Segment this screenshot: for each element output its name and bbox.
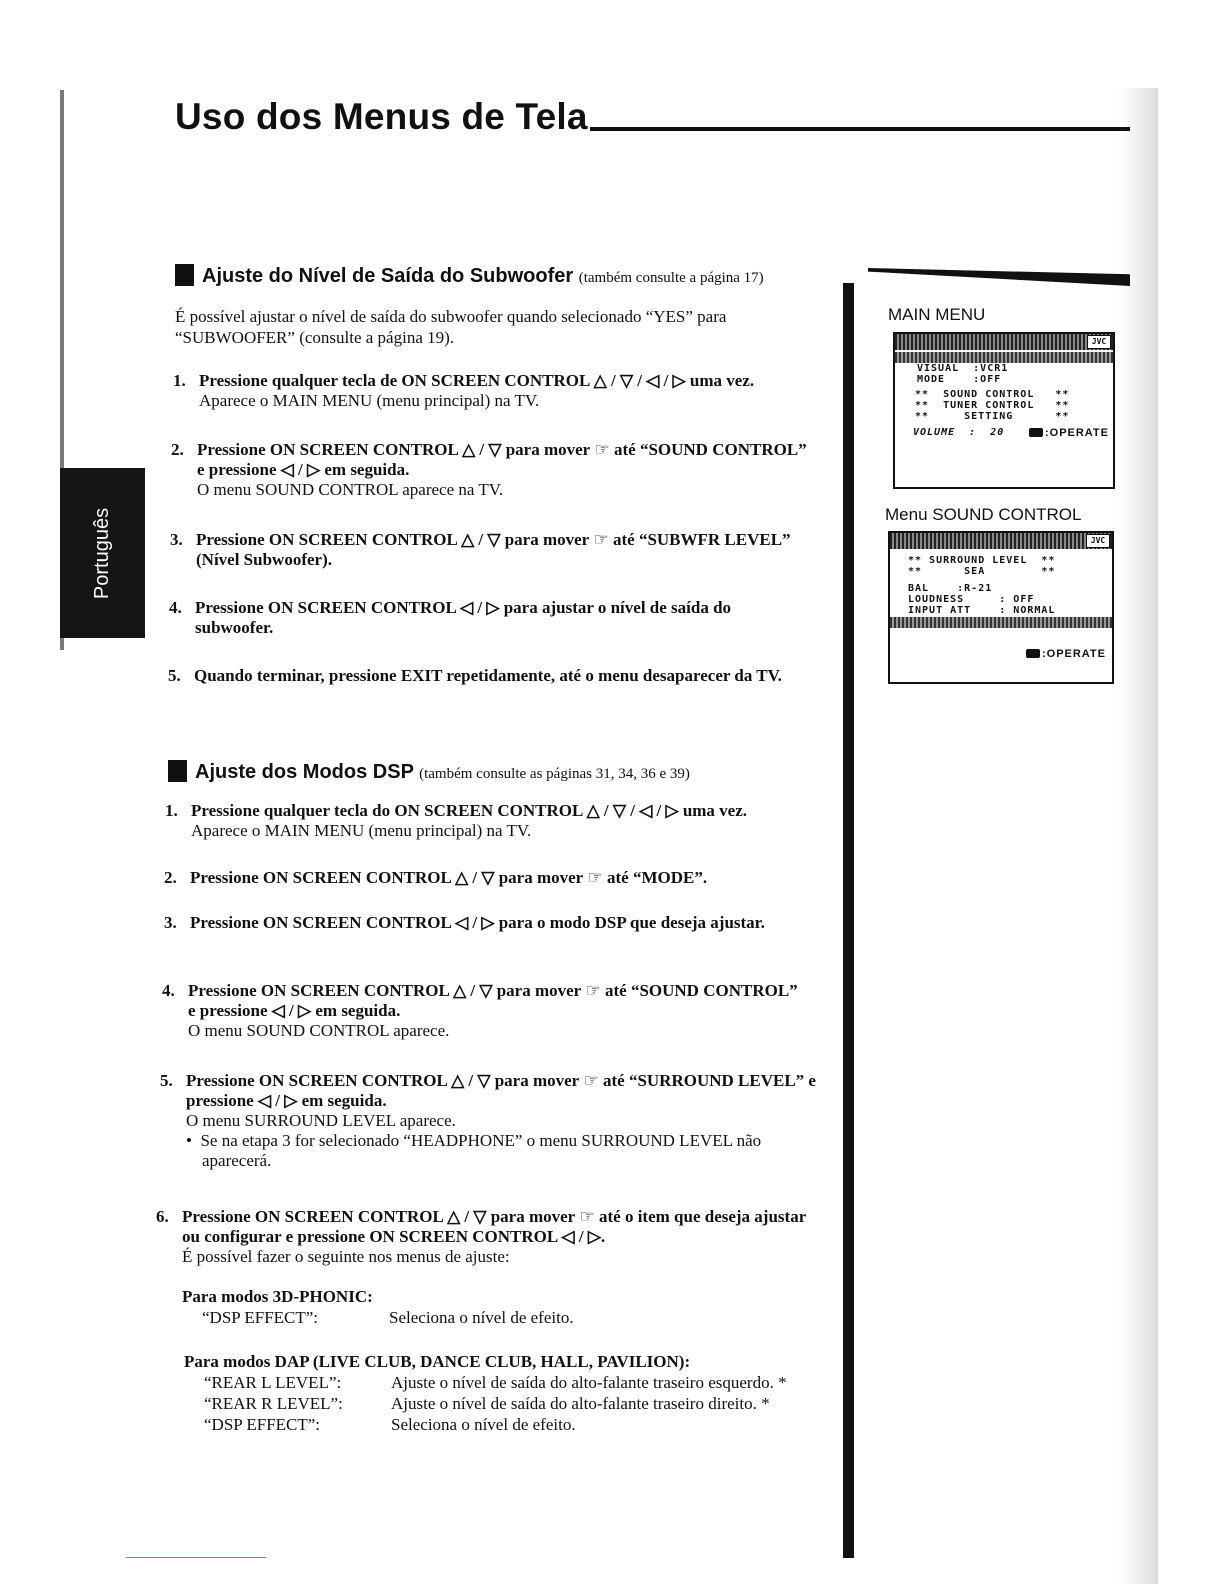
screen-line: ** TUNER CONTROL ** (915, 400, 1070, 411)
option-row (184, 1393, 787, 1414)
section1-intro-wrap (175, 306, 815, 348)
screen-line: INPUT ATT : NORMAL (908, 605, 1056, 616)
s2-step-2 (164, 868, 804, 888)
pointer-hand-icon: ☞ (579, 1207, 595, 1226)
screen-line: ** SOUND CONTROL ** (915, 389, 1070, 400)
operate-hint (1029, 427, 1109, 439)
step-result: Aparece o MAIN MENU (menu principal) na TV. (191, 821, 532, 840)
screen-title-bar (895, 334, 1113, 350)
group-3d-phonic (182, 1286, 574, 1328)
pointer-hand-icon: ☞ (585, 981, 601, 1000)
step-instruction-b: até “SURROUND LEVEL” e pressione ◁ / ▷ em seguida. (186, 1071, 816, 1110)
section1-title: Ajuste do Nível de Saída do Subwoofer (202, 265, 574, 287)
step-instruction: Pressione qualquer tecla do ON SCREEN CONTROL △ / ▽ / ◁ / ▷ uma vez. (191, 801, 748, 820)
screen-line: LOUDNESS : OFF (908, 594, 1035, 605)
step-number: 3. (164, 913, 177, 932)
step-number: 5. (168, 666, 181, 685)
s1-step-2 (171, 440, 811, 500)
step-instruction-b: até “SOUND CONTROL” e pressione ◁ / ▷ em seguida. (197, 440, 807, 479)
step-number: 6. (156, 1207, 169, 1226)
step-instruction-a: Pressione ON SCREEN CONTROL △ / ▽ para mover (197, 440, 591, 459)
s2-step-4 (162, 981, 802, 1041)
footer-rule (126, 1557, 266, 1558)
sound-menu-label: Menu SOUND CONTROL (885, 505, 1082, 524)
section1-heading (175, 264, 764, 288)
s2-step-3 (164, 913, 804, 933)
jvc-logo: JVC (1087, 335, 1111, 349)
section2-title: Ajuste dos Modos DSP (195, 761, 414, 783)
group-dap (184, 1351, 787, 1435)
s1-step-3 (170, 530, 810, 570)
bullet-square-icon (175, 264, 194, 286)
operate-arrows-icon (1029, 428, 1043, 437)
step-instruction-a: Pressione ON SCREEN CONTROL △ / ▽ para mover (196, 530, 590, 549)
option-desc: Ajuste o nível de saída do alto-falante traseiro direito. * (391, 1394, 770, 1413)
pointer-hand-icon: ☞ (593, 530, 609, 549)
operate-arrows-icon (1026, 649, 1040, 658)
pointer-hand-icon: ☞ (587, 868, 603, 887)
step-result: Aparece o MAIN MENU (menu principal) na TV. (199, 391, 540, 410)
volume-readout: VOLUME : 20 (913, 427, 1005, 438)
step-instruction-a: Pressione ON SCREEN CONTROL △ / ▽ para mover (188, 981, 582, 1000)
screen-line: ** SEA ** (908, 566, 1056, 577)
step-number: 2. (164, 868, 177, 887)
pointer-hand-icon: ☞ (594, 440, 610, 459)
step-instruction-b: até “MODE”. (606, 868, 708, 887)
step-number: 3. (170, 530, 183, 549)
s1-step-1 (173, 371, 813, 411)
operate-hint (1026, 648, 1106, 660)
option-label: “DSP EFFECT”: (202, 1308, 319, 1327)
jvc-logo: JVC (1086, 534, 1110, 548)
step-instruction-b: até “SUBWFR LEVEL” (Nível Subwoofer). (196, 530, 791, 569)
screen-line: BAL :R-21 (908, 583, 993, 594)
screen-line: VISUAL :VCR1 (917, 363, 1009, 374)
screen-highlight-row (895, 352, 1113, 363)
section1-intro: É possível ajustar o nível de saída do subwoofer quando selecionado “YES” para “SUBWOOFER” (consulte a página 19). (175, 307, 727, 347)
pointer-hand-icon: ☞ (583, 1071, 599, 1090)
section1-note: (também consulte a página 17) (578, 270, 764, 286)
option-label: “REAR L LEVEL”: (204, 1373, 342, 1392)
language-tab-label: Português (91, 507, 114, 599)
step-number: 2. (171, 440, 184, 459)
option-desc: Seleciona o nível de efeito. (391, 1415, 576, 1434)
step-instruction: Pressione ON SCREEN CONTROL ◁ / ▷ para ajustar o nível de saída do subwoofer. (195, 598, 732, 637)
screen-line: ** SETTING ** (915, 411, 1070, 422)
s2-step-6 (156, 1207, 826, 1267)
column-divider (843, 283, 854, 1558)
option-label: “REAR R LEVEL”: (204, 1394, 343, 1413)
step-number: 4. (169, 598, 182, 617)
s1-step-5 (168, 666, 808, 686)
step-instruction-a: Pressione ON SCREEN CONTROL △ / ▽ para mover (190, 868, 584, 887)
step-number: 4. (162, 981, 175, 1000)
section2-heading (168, 760, 690, 784)
s2-step-5 (160, 1071, 825, 1171)
screen-line: ** SURROUND LEVEL ** (908, 555, 1056, 566)
language-tab-label-wrap (60, 468, 145, 638)
step-result: O menu SURROUND LEVEL aparece. (186, 1111, 456, 1130)
step-instruction-a: Pressione ON SCREEN CONTROL △ / ▽ para mover (186, 1071, 580, 1090)
step-instruction-b: até “SOUND CONTROL” e pressione ◁ / ▷ em seguida. (188, 981, 798, 1020)
screen-title-bar (890, 533, 1112, 549)
operate-hint-text: :OPERATE (1044, 427, 1109, 439)
title-rule (590, 127, 1130, 131)
step-bullet-note: • Se na etapa 3 for selecionado “HEADPHONE” o menu SURROUND LEVEL não aparecerá. (186, 1131, 762, 1170)
option-desc: Seleciona o nível de efeito. (389, 1308, 574, 1327)
option-label: “DSP EFFECT”: (204, 1415, 321, 1434)
option-row (184, 1372, 787, 1393)
screen-line: MODE :OFF (917, 374, 1002, 385)
step-instruction: Pressione qualquer tecla de ON SCREEN CONTROL △ / ▽ / ◁ / ▷ uma vez. (199, 371, 755, 390)
step-instruction-b: até o item que deseja ajustar ou configurar e pressione ON SCREEN CONTROL ◁ / ▷. (182, 1207, 806, 1246)
group-heading: Para modos 3D-PHONIC: (182, 1287, 373, 1306)
group-heading: Para modos DAP (LIVE CLUB, DANCE CLUB, HALL, PAVILION): (184, 1352, 691, 1371)
step-result: O menu SOUND CONTROL aparece na TV. (197, 480, 504, 499)
s1-step-4 (169, 598, 809, 638)
step-number: 5. (160, 1071, 173, 1090)
step-instruction: Quando terminar, pressione EXIT repetidamente, até o menu desaparecer da TV. (194, 666, 782, 685)
section2-note: (também consulte as páginas 31, 34, 36 e 39) (419, 766, 690, 782)
operate-hint-text: :OPERATE (1041, 648, 1106, 660)
s2-step-1 (165, 801, 805, 841)
bullet-square-icon (168, 760, 187, 782)
option-desc: Ajuste o nível de saída do alto-falante traseiro esquerdo. * (391, 1373, 787, 1392)
step-instruction-a: Pressione ON SCREEN CONTROL △ / ▽ para mover (182, 1207, 576, 1226)
main-menu-label: MAIN MENU (888, 305, 986, 324)
option-row (182, 1307, 574, 1328)
step-instruction: Pressione ON SCREEN CONTROL ◁ / ▷ para o modo DSP que deseja ajustar. (190, 913, 765, 932)
screen-highlight-row (890, 617, 1112, 628)
page-edge-shadow (1118, 88, 1158, 1584)
step-number: 1. (173, 371, 186, 390)
main-menu-screen (893, 332, 1115, 489)
step-result: O menu SOUND CONTROL aparece. (188, 1021, 450, 1040)
option-row (184, 1414, 787, 1435)
sound-control-screen (888, 531, 1114, 684)
panel-header-wedge (868, 268, 1130, 286)
step-number: 1. (165, 801, 178, 820)
page-title: Uso dos Menus de Tela (175, 96, 588, 137)
step-bullet-text: Se na etapa 3 for selecionado “HEADPHONE” o menu SURROUND LEVEL não aparecerá. (200, 1131, 762, 1170)
step-result: É possível fazer o seguinte nos menus de ajuste: (182, 1247, 510, 1266)
